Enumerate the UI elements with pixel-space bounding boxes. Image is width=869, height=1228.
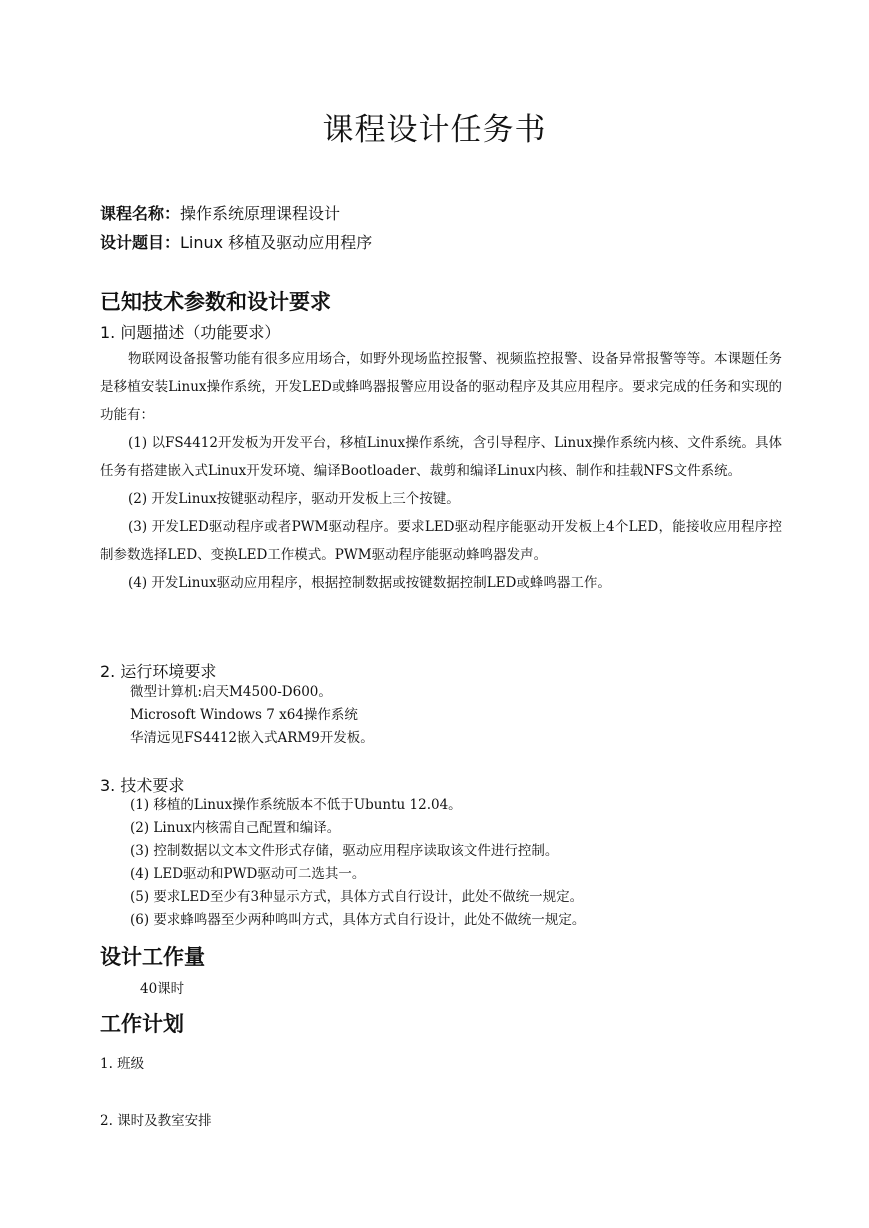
- subsection-heading-technical: 3. 技术要求: [100, 776, 185, 795]
- workload-value: 40课时: [140, 981, 185, 997]
- list-item: (3) 控制数据以文本文件形式存储，驱动应用程序读取该文件进行控制。: [130, 843, 559, 859]
- document-title: 课程设计任务书: [322, 112, 547, 148]
- paragraph: (4) 开发Linux驱动应用程序，根据控制数据或按键数据控制LED或蜂鸣器工作。: [128, 575, 611, 591]
- plan-item-schedule: 2. 课时及教室安排: [100, 1113, 212, 1129]
- topic-label: 设计题目：: [100, 233, 181, 252]
- list-item: 华清远见FS4412嵌入式ARM9开发板。: [130, 730, 374, 746]
- section-heading-work-plan: 工作计划: [100, 1012, 184, 1036]
- course-name-line: [100, 201, 340, 224]
- list-item: (4) LED驱动和PWD驱动可二选其一。: [130, 866, 366, 882]
- environment-list: [130, 681, 374, 750]
- list-item: (1) 移植的Linux操作系统版本不低于Ubuntu 12.04。: [130, 797, 462, 813]
- topic-line: [100, 230, 372, 253]
- section-heading-requirements: 已知技术参数和设计要求: [100, 290, 331, 314]
- paragraph: (3) 开发LED驱动程序或者PWM驱动程序。要求LED驱动程序能驱动开发板上4个LED，能接收应用程序控制参数选择LED、变换LED工作模式。PWM驱动程序能驱动蜂鸣器发声。: [100, 519, 782, 563]
- plan-item-class: 1. 班级: [100, 1056, 145, 1072]
- topic-value: Linux 移植及驱动应用程序: [180, 233, 373, 252]
- section-heading-workload: 设计工作量: [100, 945, 205, 969]
- list-item: Microsoft Windows 7 x64操作系统: [130, 707, 358, 723]
- list-item: (2) Linux内核需自己配置和编译。: [130, 820, 341, 836]
- technical-list: [130, 794, 585, 932]
- paragraph: (1) 以FS4412开发板为开发平台，移植Linux操作系统，含引导程序、Linux操作系统内核、文件系统。具体任务有搭建嵌入式Linux开发环境、编译Bootloader、裁剪和编译Linux内核、制作和挂载NFS文件系统。: [100, 435, 782, 479]
- paragraph: 物联网设备报警功能有很多应用场合，如野外现场监控报警、视频监控报警、设备异常报警等等。本课题任务是移植安装Linux操作系统，开发LED或蜂鸣器报警应用设备的驱动程序及其应用程序。要求完成的任务和实现的功能有：: [100, 351, 782, 423]
- list-item: 微型计算机:启天M4500-D600。: [130, 684, 332, 700]
- course-name-label: 课程名称：: [100, 204, 181, 223]
- course-name-value: 操作系统原理课程设计: [180, 204, 341, 223]
- subsection-heading-problem: 1. 问题描述（功能要求）: [100, 323, 281, 342]
- subsection-heading-environment: 2. 运行环境要求: [100, 662, 217, 681]
- paragraph: (2) 开发Linux按键驱动程序，驱动开发板上三个按键。: [128, 491, 460, 507]
- problem-description: [100, 345, 782, 597]
- list-item: (5) 要求LED至少有3种显示方式，具体方式自行设计，此处不做统一规定。: [130, 889, 584, 905]
- list-item: (6) 要求蜂鸣器至少两种鸣叫方式，具体方式自行设计，此处不做统一规定。: [130, 912, 586, 928]
